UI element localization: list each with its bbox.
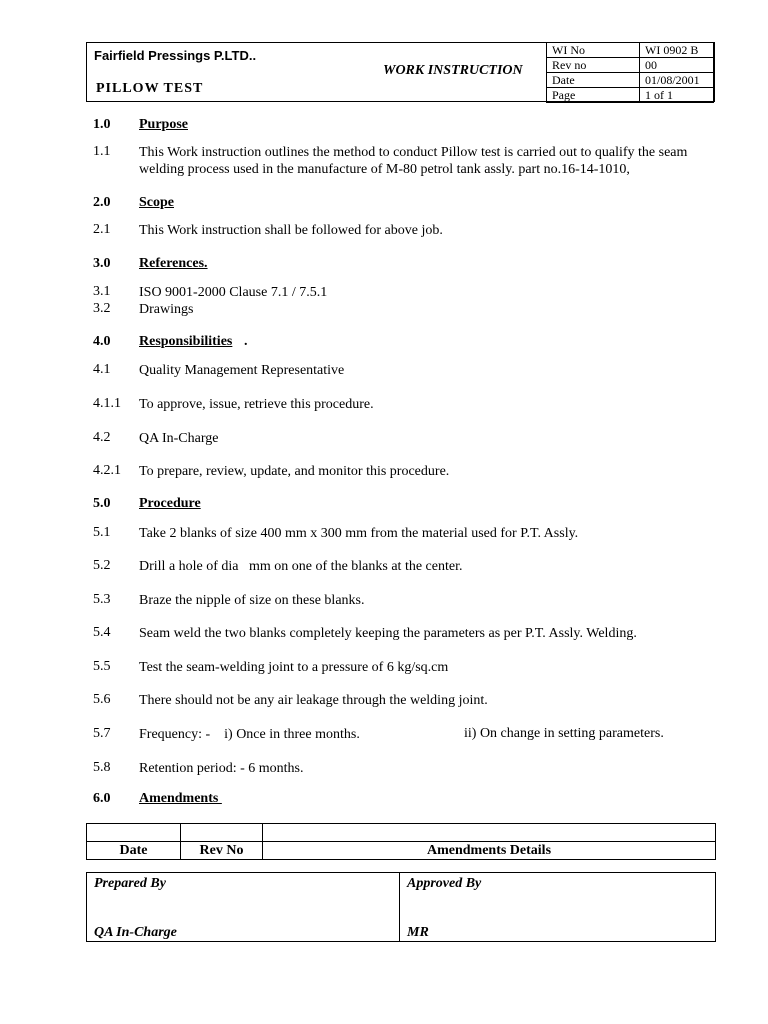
item-number: 5.1 bbox=[93, 525, 111, 540]
item-text: This Work instruction shall be followed for above job. bbox=[139, 223, 443, 238]
item-text: There should not be any air leakage through the welding joint. bbox=[139, 693, 488, 708]
item-text: Seam weld the two blanks completely keeping the parameters as per P.T. Assly. Welding. bbox=[139, 626, 637, 641]
table-cell bbox=[181, 824, 263, 842]
item-text: Braze the nipple of size on these blanks. bbox=[139, 593, 365, 608]
title-period: . bbox=[244, 334, 248, 349]
item-number: 4.2 bbox=[93, 430, 111, 445]
section-title-responsibilities bbox=[139, 334, 232, 350]
section-title-text: Responsibilities bbox=[139, 334, 233, 349]
section-title-references: References. bbox=[139, 256, 208, 271]
item-text: ISO 9001-2000 Clause 7.1 / 7.5.1 bbox=[139, 285, 328, 300]
section-number: 4.0 bbox=[93, 334, 111, 349]
meta-key: Rev no bbox=[547, 58, 640, 73]
meta-value: WI 0902 B bbox=[640, 43, 714, 58]
item-number: 5.6 bbox=[93, 692, 111, 707]
table-row bbox=[87, 824, 716, 842]
item-number: 2.1 bbox=[93, 222, 111, 237]
table-cell bbox=[263, 824, 716, 842]
item-number: 5.8 bbox=[93, 760, 111, 775]
item-number: 4.1 bbox=[93, 362, 111, 377]
meta-value: 1 of 1 bbox=[640, 88, 714, 103]
prepared-by-label: Prepared By bbox=[94, 876, 166, 891]
meta-key: Page bbox=[547, 88, 640, 103]
meta-value: 00 bbox=[640, 58, 714, 73]
meta-row bbox=[547, 43, 714, 58]
item-number: 3.1 bbox=[93, 284, 111, 299]
section-title-procedure: Procedure bbox=[139, 496, 201, 511]
document-header bbox=[86, 42, 715, 102]
item-number: 5.3 bbox=[93, 592, 111, 607]
meta-key: WI No bbox=[547, 43, 640, 58]
meta-row bbox=[547, 58, 714, 73]
approved-by-label: Approved By bbox=[407, 876, 482, 891]
approved-by-value: MR bbox=[407, 925, 429, 940]
section-number: 3.0 bbox=[93, 256, 111, 271]
amendments-table bbox=[86, 823, 716, 860]
section-number: 1.0 bbox=[93, 117, 111, 132]
item-text: Take 2 blanks of size 400 mm x 300 mm from the material used for P.T. Assly. bbox=[139, 526, 579, 541]
item-text: Drawings bbox=[139, 302, 194, 317]
section-number: 2.0 bbox=[93, 195, 111, 210]
prepared-by-value: QA In-Charge bbox=[94, 925, 177, 940]
item-text: This Work instruction outlines the method to conduct Pillow test is carried out to qualify the seam welding process used in the manufacture of M-80 petrol tank assly. part no.16-14-1010, bbox=[139, 145, 688, 177]
item-number: 5.4 bbox=[93, 625, 111, 640]
table-cell bbox=[87, 824, 181, 842]
item-number: 1.1 bbox=[93, 144, 111, 159]
document-meta-table bbox=[546, 42, 714, 103]
work-instruction-title: WORK INSTRUCTION bbox=[383, 63, 523, 78]
item-text: Drill a hole of dia mm on one of the blanks at the center. bbox=[139, 559, 463, 574]
item-number: 5.5 bbox=[93, 659, 111, 674]
meta-row bbox=[547, 88, 714, 103]
item-text: Frequency: - i) Once in three months. bbox=[139, 727, 360, 742]
meta-value: 01/08/2001 bbox=[640, 73, 714, 88]
item-number: 4.1.1 bbox=[93, 396, 121, 411]
column-header-amendments-details: Amendments Details bbox=[263, 842, 716, 860]
item-text: QA In-Charge bbox=[139, 431, 219, 446]
item-text: Test the seam-welding joint to a pressure of 6 kg/sq.cm bbox=[139, 660, 449, 675]
company-name: Fairfield Pressings P.LTD.. bbox=[94, 48, 257, 63]
signoff-box bbox=[86, 872, 716, 942]
column-header-rev-no: Rev No bbox=[181, 842, 263, 860]
item-number: 4.2.1 bbox=[93, 463, 121, 478]
section-title-amendments: Amendments bbox=[139, 791, 222, 806]
section-number: 6.0 bbox=[93, 791, 111, 806]
section-number: 5.0 bbox=[93, 496, 111, 511]
column-header-date: Date bbox=[87, 842, 181, 860]
item-text: To approve, issue, retrieve this procedure. bbox=[139, 397, 374, 412]
item-text-secondary: ii) On change in setting parameters. bbox=[464, 726, 664, 741]
item-text: To prepare, review, update, and monitor this procedure. bbox=[139, 464, 450, 479]
document-title: PILLOW TEST bbox=[96, 81, 204, 96]
item-text: Quality Management Representative bbox=[139, 363, 345, 378]
section-title-scope: Scope bbox=[139, 195, 174, 210]
item-text: Retention period: - 6 months. bbox=[139, 761, 304, 776]
item-number: 3.2 bbox=[93, 301, 111, 316]
signoff-divider bbox=[399, 873, 400, 941]
table-header-row bbox=[87, 842, 716, 860]
meta-row bbox=[547, 73, 714, 88]
section-title-purpose: Purpose bbox=[139, 117, 188, 132]
meta-key: Date bbox=[547, 73, 640, 88]
item-number: 5.7 bbox=[93, 726, 111, 741]
item-number: 5.2 bbox=[93, 558, 111, 573]
